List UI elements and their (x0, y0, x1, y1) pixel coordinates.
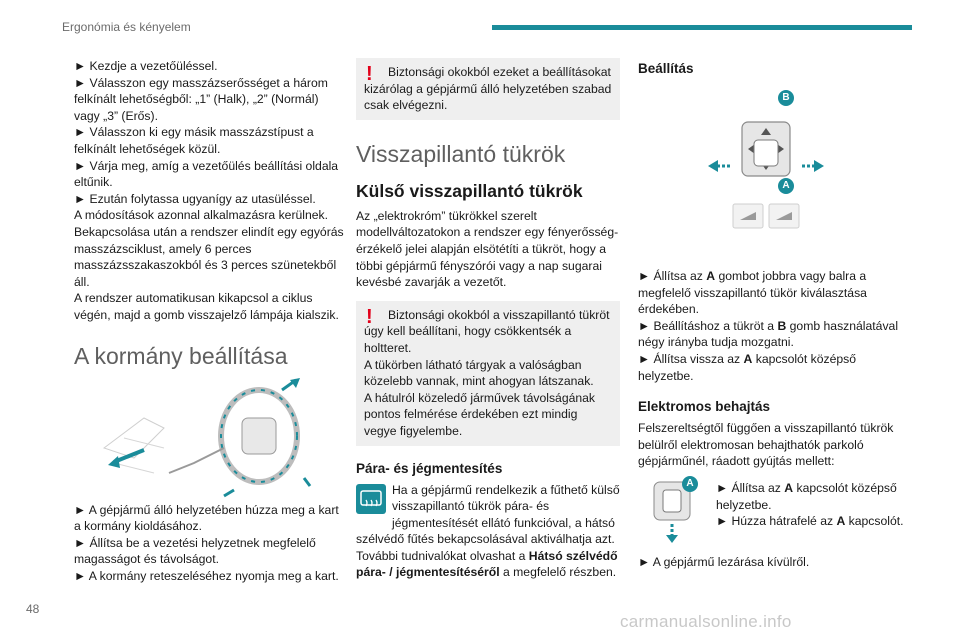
column-2 (356, 58, 620, 581)
step-item: ► Húzza hátrafelé az A kapcsolót. (716, 514, 904, 529)
step-item: ► Állítsa be a vezetési helyzetnek megfelelő magasságot és távolságot. (74, 535, 316, 567)
fold-body: Felszereltségtől függően a visszapillantó tükrök belülről elektromosan behajthatók parkoló gépjárműnél, ráadott gyújtás mellett: (638, 421, 894, 469)
watermark: carmanualsonline.info (620, 612, 792, 631)
steering-wheel-icon (74, 378, 314, 498)
label-b-badge: B (778, 90, 794, 106)
page-number: 48 (26, 602, 40, 616)
section-title-steering: A kormány beállítása (74, 342, 288, 369)
intro-line: ► Kezdje a vezetőüléssel. (74, 59, 218, 73)
defrost-text-post: a megfelelő részben. (499, 565, 617, 580)
warning-text: Biztonsági okokból ezeket a beállításokat kizárólag a gépjármű álló helyzetében szabad csak elvégezni. (364, 65, 612, 113)
electrochrome-text: Az „elektrokróm” tükrökkel szerelt modellváltozatokon a rendszer egy fényerősség-érzékelő jelei alapján elsötétíti a tükröt, hogy a többi gépjármű fényszórói vagy a nap sugarai kevésbé zavarják a vezetőt. (356, 208, 619, 290)
intro-line: ► Várja meg, amíg a vezetőülés beállítási oldala eltűnik. (74, 158, 339, 190)
defrost-icon (356, 484, 386, 514)
column-3 (638, 58, 914, 571)
intro-line: A rendszer automatikusan kikapcsol a ciklus végén, majd a gomb visszajelző lámpája kialszik. (74, 291, 339, 322)
intro-line: ► Válasszon ki egy másik masszázstípust a felkínált lehetőségek közül. (74, 125, 314, 156)
fold-title: Elektromos behajtás (638, 399, 771, 415)
step-item: ► A kormány reteszeléséhez nyomja meg a kart. (74, 568, 339, 583)
column-1 (74, 58, 346, 584)
intro-line: ► Válasszon egy masszázserősséget a három felkínált lehetőségből: „1” (Halk), „2” (Normál) vagy „3” (Erős). (74, 75, 328, 123)
header-title: Ergonómia és kényelem (62, 20, 191, 34)
warning-text: A hátulról közeledő járművek távolságának pontos felmérése érdekében ezt mindig vegye figyelembe. (364, 390, 596, 438)
defrost-text-pre: Ha a gépjármű rendelkezik a fűthető külső visszapillantó tükrök pára- és jégmentesítését ellátó funkcióval, a hátsó szélvédő fűtés bekapcsolásával aktiválhatja azt. További tudnivalókat olvashat a (356, 482, 620, 563)
warning-box-2 (356, 301, 620, 446)
fold-steps (716, 480, 906, 530)
step-item: ► Állítsa az A gombot jobbra vagy balra a megfelelő visszapillantó tükör kiválasztása érdekében. (638, 269, 867, 317)
step-item: ► Állítsa vissza az A kapcsolót középső helyzetbe. (638, 351, 856, 383)
warning-icon: ! (366, 63, 373, 85)
warning-box (356, 58, 620, 120)
warning-text: A tükörben látható tárgyak a valóságban közelebb vannak, mint ahogyan látszanak. (364, 357, 594, 389)
header-rule (492, 25, 912, 30)
settings-title: Beállítás (638, 61, 694, 76)
label-a-badge: A (778, 178, 794, 194)
steering-illustration (74, 378, 346, 498)
defrost-text (356, 482, 620, 582)
intro-line: ► Ezután folytassa ugyanígy az utasüléssel. (74, 191, 316, 206)
step-item: ► A gépjármű álló helyzetében húzza meg a kart a kormány kioldásához. (74, 502, 339, 534)
warning-icon: ! (366, 305, 373, 328)
mirror-control-illustration (638, 90, 914, 240)
defrost-title: Pára- és jégmentesítés (356, 460, 503, 476)
step-item: ► Beállításhoz a tükröt a B gomb használatával négy irányba tudja mozgatni. (638, 318, 899, 350)
intro-line: Bekapcsolása után a rendszer elindít egy egyórás masszázsciklust, amely 6 perces masszázsszakaszokból és 3 perces szünetekből áll. (74, 224, 344, 289)
intro-text (74, 58, 346, 324)
settings-steps (638, 268, 914, 384)
fold-block (638, 477, 914, 546)
mirror-switch-icon (638, 90, 914, 240)
fold-switch-illustration (652, 477, 696, 544)
intro-line: A módosítások azonnal alkalmazásra kerülnek. (74, 208, 329, 223)
step-item: ► Állítsa az A kapcsolót középső helyzetbe. (716, 480, 897, 512)
steering-steps (74, 502, 346, 585)
warning-text: Biztonsági okokból a visszapillantó tükröt úgy kell beállítani, hogy csökkentsék a holtteret. (364, 307, 610, 355)
label-a-badge: A (682, 476, 698, 492)
defrost-link: Hátsó szélvédő pára- / jégmentesítéséről (356, 548, 618, 580)
section-title-mirrors: Visszapillantó tükrök (356, 140, 566, 167)
subsection-title-exterior: Külső visszapillantó tükrök (356, 180, 583, 201)
lock-step: ► A gépjármű lezárása kívülről. (638, 554, 810, 569)
